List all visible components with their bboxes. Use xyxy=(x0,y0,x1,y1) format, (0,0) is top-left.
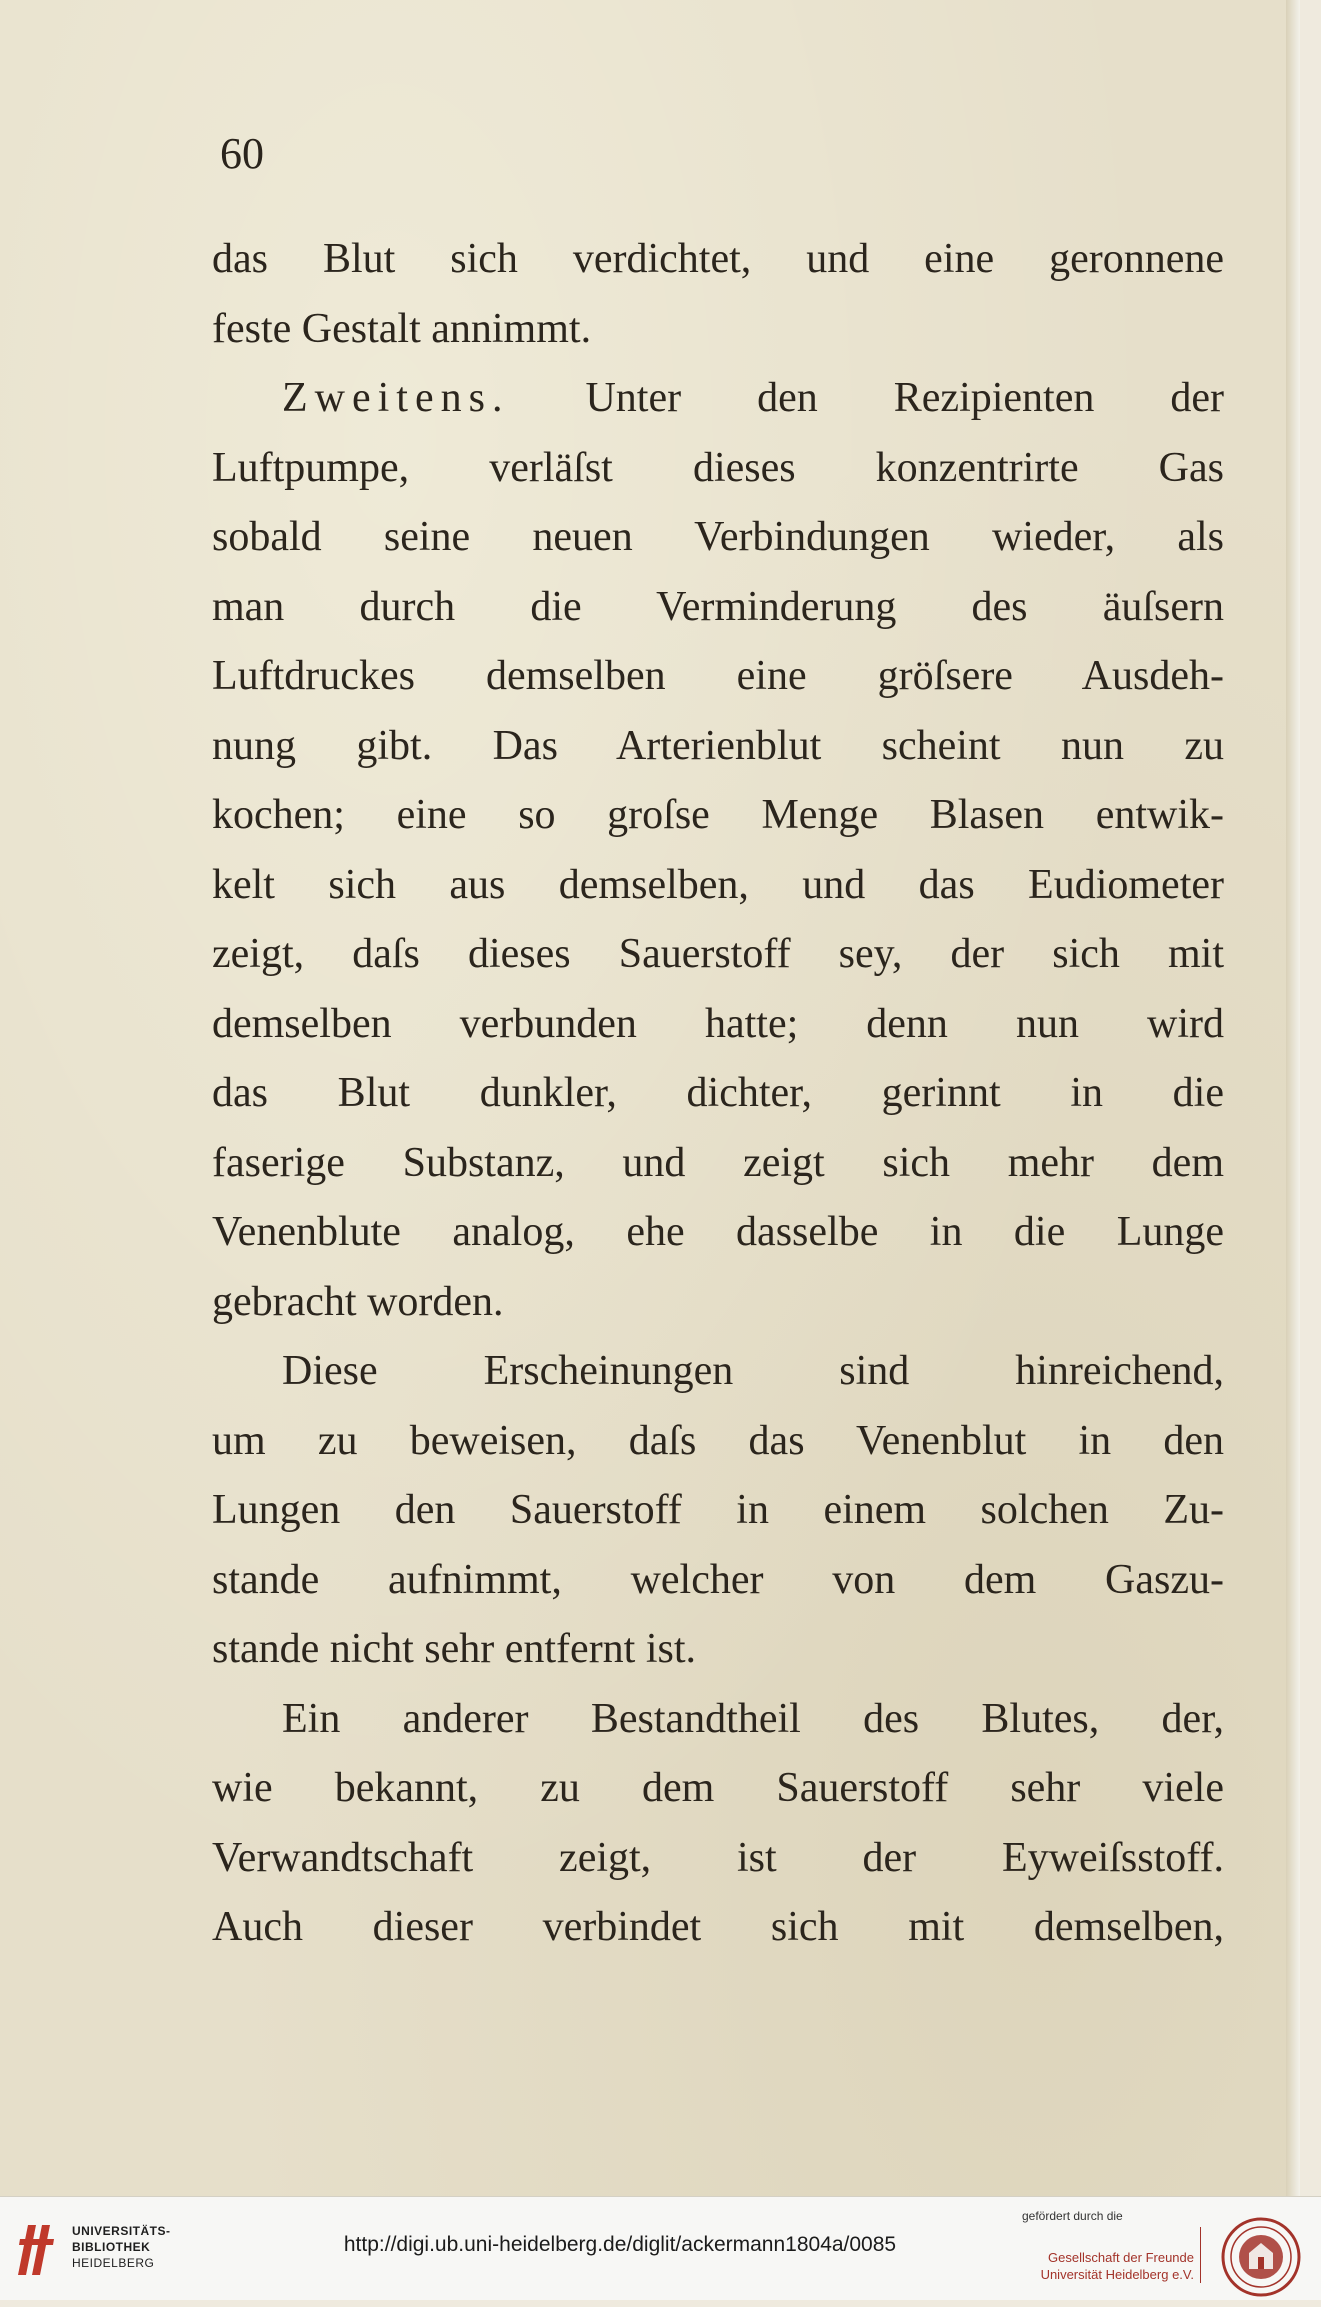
text-line: Diese Erscheinungen sind hinreichend, xyxy=(282,1348,1224,1394)
text-line: stande nicht sehr entfernt ist. xyxy=(212,1626,697,1672)
text-line: Luftdruckes demselben eine gröſsere Ausdeh- xyxy=(212,653,1224,699)
text-line: Venenblute analog, ehe dasselbe in die Lunge xyxy=(212,1209,1224,1255)
text-line: zeigt, daſs dieses Sauerstoff sey, der sich mit xyxy=(212,931,1224,977)
text-line: faserige Substanz, und zeigt sich mehr dem xyxy=(212,1139,1224,1186)
divider xyxy=(1200,2227,1201,2283)
text-line-rest: Unter den Rezipienten der xyxy=(585,375,1224,421)
sponsor-name xyxy=(1026,2249,1194,2283)
library-name xyxy=(72,2223,171,2271)
page-number: 60 xyxy=(220,129,264,178)
text-line: Lungen den Sauerstoff in einem solchen Zu- xyxy=(212,1487,1224,1533)
library-name-line: UNIVERSITÄTS- xyxy=(72,2224,171,2238)
library-name-line: BIBLIOTHEK xyxy=(72,2240,151,2254)
text-line: stande aufnimmt, welcher von dem Gaszu- xyxy=(212,1556,1224,1603)
body-text xyxy=(212,225,1224,1963)
text-line: kochen; eine so groſse Menge Blasen entwik- xyxy=(212,792,1224,838)
text-line: Ein anderer Bestandtheil des Blutes, der, xyxy=(282,1695,1224,1742)
text-line: demselben verbunden hatte; denn nun wird xyxy=(212,1000,1224,1047)
text-line: wie bekannt, zu dem Sauerstoff sehr viele xyxy=(212,1765,1224,1811)
text-line: gebracht worden. xyxy=(212,1278,504,1325)
text-line: um zu beweisen, daſs das Venenblut in den xyxy=(212,1417,1224,1464)
text-line: kelt sich aus demselben, und das Eudiometer xyxy=(212,861,1224,908)
text-line xyxy=(212,364,1224,434)
text-line: das Blut sich verdichtet, und eine geronnene xyxy=(212,236,1224,282)
library-name-line: HEIDELBERG xyxy=(72,2256,155,2270)
sponsor-name-line: Universität Heidelberg e.V. xyxy=(1040,2267,1194,2282)
page-edge xyxy=(1286,0,1300,2196)
text-line: Luftpumpe, verläſst dieses konzentrirte Gas xyxy=(212,444,1224,491)
sponsor-label: gefördert durch die xyxy=(1022,2209,1123,2223)
library-logo-icon xyxy=(14,2219,58,2279)
emphasized-word: Zweitens. xyxy=(282,375,510,421)
university-seal-icon xyxy=(1216,2217,1306,2307)
text-line: nung gibt. Das Arterienblut scheint nun zu xyxy=(212,722,1224,769)
permalink-url[interactable]: http://digi.ub.uni-heidelberg.de/diglit/ackermann1804a/0085 xyxy=(343,2233,897,2256)
text-line: sobald seine neuen Verbindungen wieder, als xyxy=(212,514,1224,560)
sponsor-name-line: Gesellschaft der Freunde xyxy=(1048,2250,1194,2265)
text-line: man durch die Verminderung des äuſsern xyxy=(212,583,1224,630)
text-line: das Blut dunkler, dichter, gerinnt in die xyxy=(212,1070,1224,1116)
text-line: feste Gestalt annimmt. xyxy=(212,305,592,352)
text-line: Auch dieser verbindet sich mit demselben, xyxy=(212,1904,1224,1950)
text-line: Verwandtschaft zeigt, ist der Eyweiſsstoff. xyxy=(212,1834,1224,1881)
digitization-footer xyxy=(0,2196,1321,2300)
